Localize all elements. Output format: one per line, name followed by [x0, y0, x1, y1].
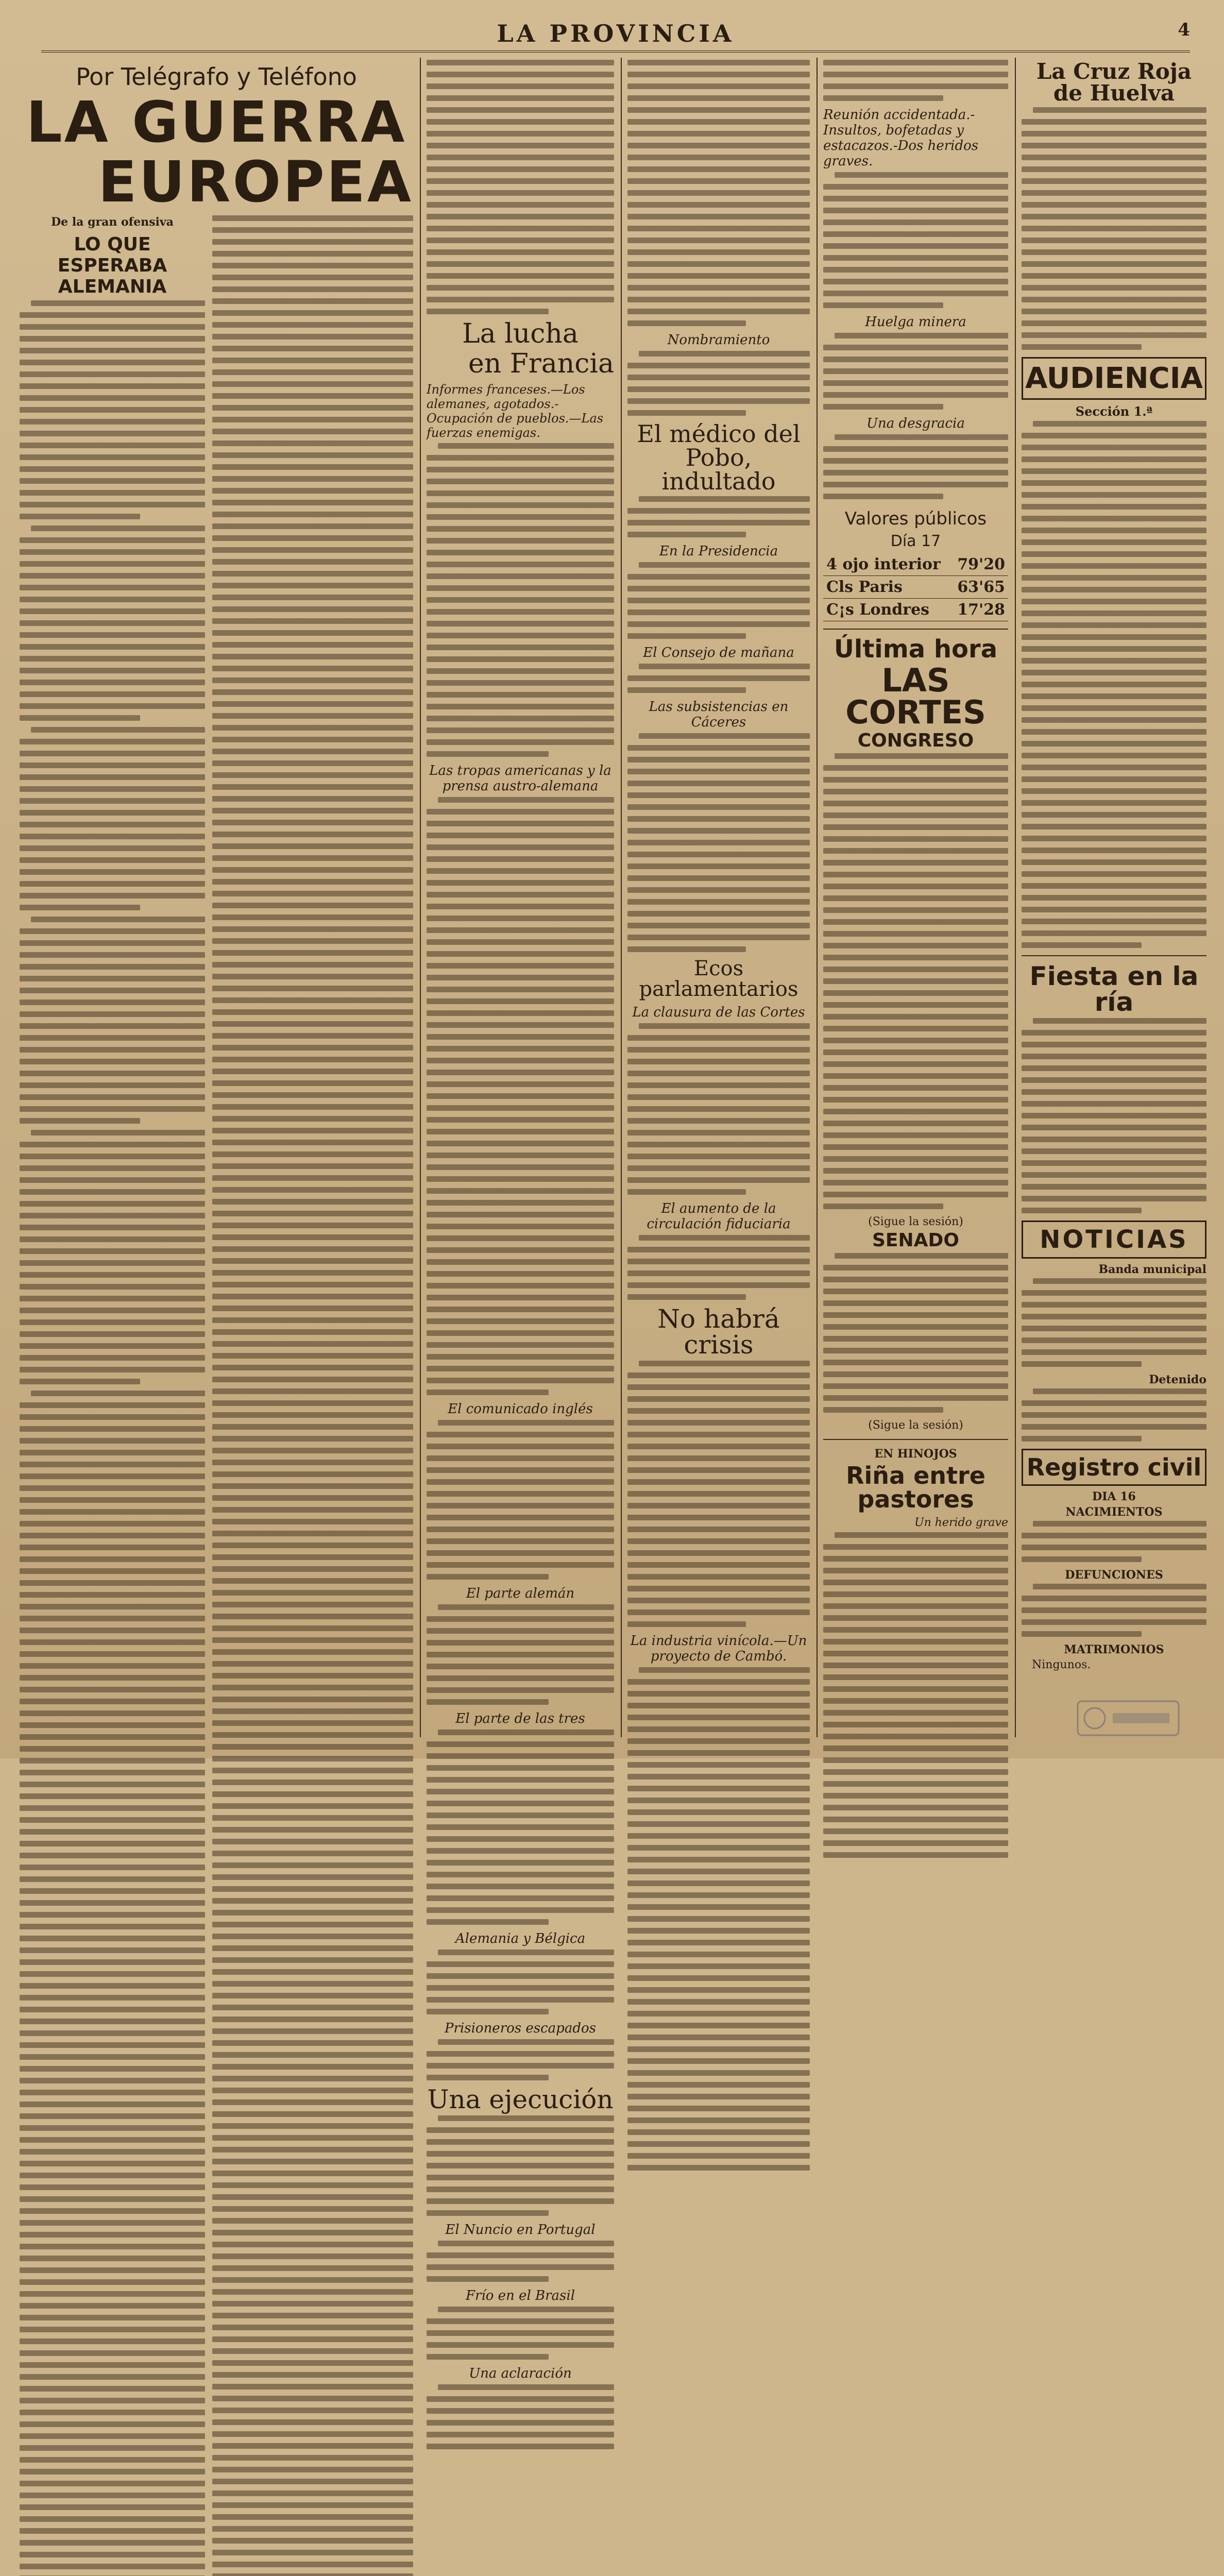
lead-informes: Informes franceses.—Los alemanes, agotados.-Ocupación de pueblos.—Las fuerzas enemigas. — [427, 382, 604, 440]
sub-brasil: Frío en el Brasil — [465, 2288, 575, 2303]
column-3 — [623, 58, 814, 1737]
masthead — [41, 14, 1190, 53]
article-text — [20, 300, 205, 2576]
title-fiesta: Fiesta en la ría — [1029, 961, 1199, 1017]
sub-circulacion: El aumento de la circulación fiduciaria — [647, 1201, 791, 1232]
headline-line1: LA GUERRA — [26, 89, 407, 155]
sub-herido: Un herido grave — [914, 1516, 1008, 1529]
sigue-sesion-2: (Sigue la sesión) — [868, 1419, 963, 1432]
sub-reunion: Reunión accidentada.-Insultos, bofetadas y estacazos.-Dos heridos graves. — [823, 107, 979, 169]
sub-alemania-belgica: Alemania y Bélgica — [455, 1931, 586, 1946]
newspaper-name: LA PROVINCIA — [497, 20, 735, 47]
article-text-cont — [212, 215, 413, 2576]
defunciones: DEFUNCIONES — [1065, 1568, 1163, 1582]
title-registro: Registro civil — [1022, 1449, 1206, 1486]
subheadline-ofensiva: De la gran ofensiva — [51, 215, 174, 229]
valores-table — [823, 553, 1008, 621]
title-noticias: NOTICIAS — [1022, 1221, 1206, 1259]
nacimientos: NACIMIENTOS — [1065, 1505, 1163, 1519]
title-ejecucion: Una ejecución — [427, 2084, 614, 2114]
senado: SENADO — [872, 1230, 959, 1251]
valores-row: C¡s Londres 17'28 — [823, 599, 1008, 621]
sub-nuncio: El Nuncio en Portugal — [445, 2222, 596, 2238]
column-2 — [422, 58, 618, 2381]
ningunos: Ningunos. — [1032, 1658, 1091, 1671]
column-5 — [1017, 58, 1211, 1737]
title-audiencia: AUDIENCIA — [1022, 357, 1206, 400]
sub-tropas: Las tropas americanas y la prensa austro-alemana — [429, 763, 611, 794]
title-medico: El médico del Pobo, indultado — [637, 420, 801, 495]
archive-watermark — [1077, 1700, 1180, 1736]
headline-line2: EUROPEA — [98, 149, 413, 215]
sub-aclaracion: Una aclaración — [469, 2366, 572, 2381]
sub-presidencia: En la Presidencia — [659, 544, 778, 559]
sub-comunicado: El comunicado inglés — [448, 1401, 593, 1417]
valores-row: 4 ojo interior 79'20 — [823, 553, 1008, 576]
title-rina: Riña entre pastores — [846, 1462, 985, 1513]
sub-clausura: La clausura de las Cortes — [632, 1005, 805, 1020]
matrimonios: MATRIMONIOS — [1064, 1643, 1164, 1656]
sub-parte-aleman: El parte alemán — [466, 1586, 575, 1601]
valores-title: Valores públicos — [844, 509, 987, 529]
congreso: CONGRESO — [857, 730, 974, 751]
column-4 — [819, 58, 1012, 1737]
sub-nombramiento: Nombramiento — [667, 332, 770, 348]
title-ecos: Ecos parlamentarios — [639, 957, 798, 1001]
title-lucha-2: en Francia — [468, 348, 614, 379]
sub-subsistencias: Las subsistencias en Cáceres — [649, 699, 789, 730]
kicker: Por Telégrafo y Teléfono — [76, 63, 357, 91]
sub-banda: Banda municipal — [1098, 1263, 1206, 1276]
sub-consejo: El Consejo de mañana — [643, 645, 794, 660]
page-number: 4 — [1178, 20, 1190, 40]
sigue-sesion-1: (Sigue la sesión) — [868, 1215, 963, 1228]
sub-vinicola: La industria vinícola.—Un proyecto de Cambó. — [630, 1633, 807, 1664]
title-crisis: No habrá crisis — [657, 1304, 780, 1360]
seccion: Sección 1.ª — [1075, 404, 1153, 419]
sub-parte-tres: El parte de las tres — [455, 1711, 585, 1726]
registro-dia: DIA 16 — [1092, 1490, 1136, 1503]
las-cortes: LAS CORTES — [845, 662, 986, 731]
valores-row: Cls Paris 63'65 — [823, 576, 1008, 599]
valores-day: Día 17 — [890, 532, 941, 550]
sub-huelga: Huelga minera — [865, 314, 966, 330]
title-cruz-roja: La Cruz Roja de Huelva — [1036, 59, 1192, 106]
sub-desgracia: Una desgracia — [866, 416, 965, 431]
ultima-hora: Última hora — [834, 635, 998, 664]
sub-detenido: Detenido — [1149, 1373, 1206, 1386]
en-hinojos: EN HINOJOS — [874, 1447, 957, 1461]
subheadline-alemania: LO QUE ESPERABA ALEMANIA — [57, 234, 167, 297]
sub-prisioneros: Prisioneros escapados — [445, 2021, 596, 2036]
column-1 — [15, 58, 417, 1737]
title-lucha-1: La lucha — [462, 318, 579, 349]
